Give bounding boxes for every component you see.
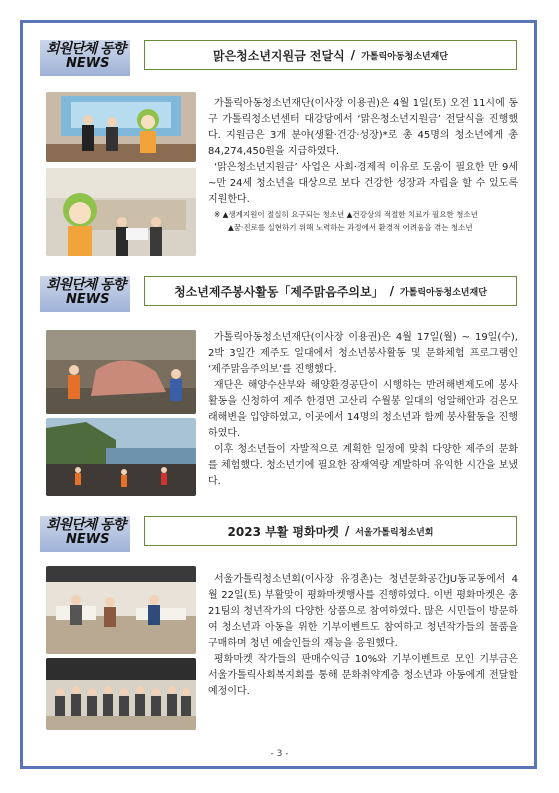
- market-photo: [46, 566, 196, 654]
- note: ※ ▲생계지원이 절실히 요구되는 청소년 ▲건강상의 적절한 치료가 필요한 청소년: [214, 210, 478, 219]
- article-title: 청소년제주봉사활동「제주맑음주의보」: [174, 284, 384, 299]
- paragraph: 가톨릭아동청소년재단(이사장 이용권)은 4월 17일(월) ~ 19일(수), 2박 3일간 제주도 일대에서 청소년봉사활동 및 문화체험 프로그램인 ‘제주맑음주의보’를 진행했다.: [208, 332, 518, 375]
- ceremony-photo: [46, 92, 196, 162]
- article-title: 맑은청소년지원금 전달식: [212, 48, 345, 63]
- badge-subtitle: NEWS: [66, 532, 110, 547]
- note: ▲꿈·진로를 실현하기 위해 노력하는 과정에서 환경적 어려움을 겪는 청소년: [228, 223, 473, 232]
- news-badge: [40, 514, 136, 554]
- article-org: 가톨릭아동청소년재단: [361, 51, 449, 62]
- badge-title: 회원단체 동향: [46, 277, 126, 293]
- paragraph: 서울가톨릭청소년회(이사장 유경촌)는 청년문화공간JU동교동에서 4월 22일(토) 부활맞이 평화마켓행사를 진행하였다. 이번 평화마켓은 총 21팀의 청년작가의 다양한 상품으로 참여하였다. 많은 시민들이 방문하여 청소년과 아동을 위한 기부이벤트도 참여하고 청년작가들의 물품을 구매하며 청년 예술인들의 재능을 응원했다.: [208, 574, 518, 649]
- paragraph: 가톨릭아동청소년재단(이사장 이용권)은 4월 1일(토) 오전 11시에 동구 가톨릭청소년센터 대강당에서 ‘맑은청소년지원금’ 전달식을 진행했다. 지원금은 3개 분야(생활·건강·성장)*로 총 45명의 청소년에게 총 84,274,450원을 지급하였다.: [208, 98, 518, 157]
- news-badge: [40, 38, 136, 78]
- article-title-box: 2023 부활 평화마켓 / 서울가톨릭청소년회: [144, 516, 517, 546]
- news-section-2: [40, 274, 524, 504]
- coast-photo: [46, 418, 196, 496]
- article-title: 2023 부활 평화마켓: [227, 524, 339, 539]
- article-org: 가톨릭아동청소년재단: [399, 287, 487, 298]
- badge-subtitle: NEWS: [66, 292, 110, 307]
- paragraph: ‘맑은청소년지원금’ 사업은 사회·경제적 이유로 도움이 필요한 만 9세~만 24세 청소년을 대상으로 보다 건강한 성장과 자립을 할 수 있도록 지원한다.: [208, 162, 518, 205]
- page-number: - 3 -: [270, 749, 289, 759]
- article-body: [208, 572, 518, 700]
- news-section-1: [40, 38, 524, 258]
- paragraph: 재단은 해양수산부와 해양환경공단이 시행하는 반려해변제도에 봉사활동을 신청하여 제주 한경면 고산리 수월봉 일대의 엉알해안과 검은모래해변을 입양하였고, 이곳에서 14명의 청소년과 함께 봉사활동을 진행하였다.: [208, 380, 518, 439]
- article-org: 서울가톨릭청소년회: [355, 527, 434, 538]
- mascot-photo: [46, 168, 196, 256]
- beach-cleanup-photo: [46, 330, 196, 414]
- article-body: [208, 96, 518, 234]
- paragraph: 이후 청소년들이 자발적으로 계획한 일정에 맞춰 다양한 제주의 문화를 체험했다. 청소년기에 필요한 잠재역량 계발하며 유익한 시간을 보냈다.: [208, 444, 518, 487]
- article-title-box: 맑은청소년지원금 전달식 / 가톨릭아동청소년재단: [144, 40, 517, 70]
- badge-subtitle: NEWS: [66, 56, 110, 71]
- badge-title: 회원단체 동향: [46, 517, 126, 533]
- article-title-box: 청소년제주봉사활동「제주맑음주의보」 / 가톨릭아동청소년재단: [144, 276, 517, 306]
- badge-title: 회원단체 동향: [46, 41, 126, 57]
- article-body: [208, 330, 518, 490]
- group-photo: [46, 658, 196, 730]
- news-section-3: [40, 514, 524, 744]
- news-badge: [40, 274, 136, 314]
- paragraph: 평화마켓 작가들의 판매수익금 10%와 기부이벤트로 모인 기부금은 서울가톨릭사회복지회를 통해 문화취약계층 청소년과 아동에게 전달할 예정이다.: [208, 654, 518, 697]
